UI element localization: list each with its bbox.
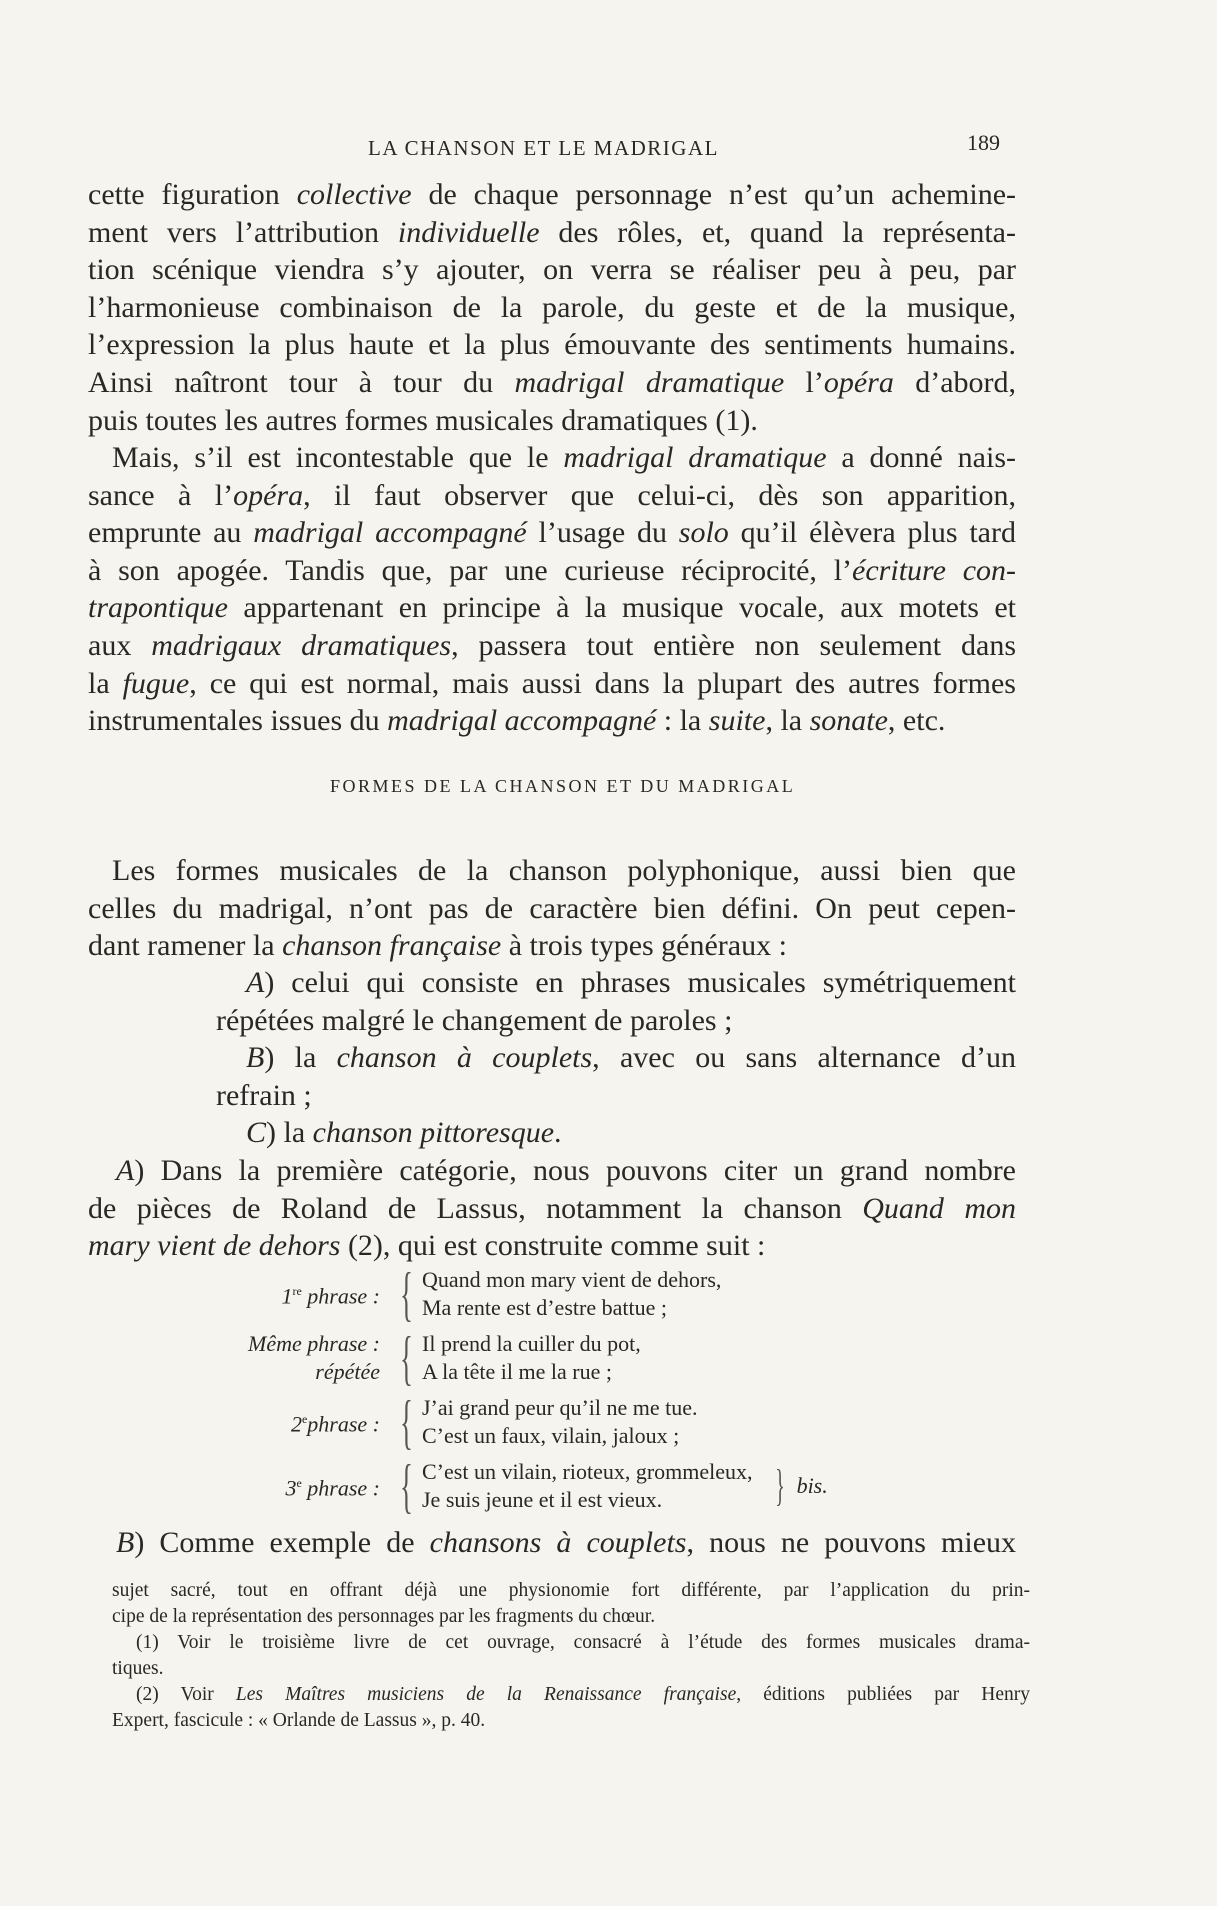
footnote-1-continuation: tiques. <box>112 1658 164 1679</box>
text-line: trapontique appartenant en principe à la musique vocale, aux motets et <box>88 591 1016 625</box>
text-line: instrumentales issues du madrigal accompagné : la suite, la sonate, etc. <box>88 704 946 738</box>
text-line: celles du madrigal, n’ont pas de caractère bien défini. On peut cepen- <box>88 891 1016 925</box>
text-line: puis toutes les autres formes musicales dramatiques (1). <box>88 403 758 437</box>
phrase-label: Même phrase : répétée <box>248 1330 380 1384</box>
running-header <box>368 130 1000 161</box>
text-line: tion scénique viendra s’y ajouter, on verra se réaliser peu à peu, par <box>88 253 1016 287</box>
text-line: A) Dans la première catégorie, nous pouvons citer un grand nombre <box>116 1154 1016 1187</box>
verse-line: Quand mon mary vient de dehors, <box>422 1266 722 1292</box>
text-line: l’expression la plus haute et la plus émouvante des sentiments humains. <box>88 328 1016 362</box>
verse-line: C’est un faux, vilain, jaloux ; <box>422 1423 680 1448</box>
page-number: 189 <box>967 130 1000 155</box>
footnote-2: (2) Voir Les Maîtres musiciens de la Renaissance française, éditions publiées par Henry <box>136 1684 1030 1705</box>
text-line: à son apogée. Tandis que, par une curieuse réciprocité, l’écriture con- <box>88 553 1016 587</box>
text-line: cette figuration collective de chaque personnage n’est qu’un achemine- <box>88 178 1016 211</box>
paragraph-2 <box>88 439 1016 740</box>
footnote-continuation: sujet sacré, tout en offrant déjà une physionomie fort différente, par l’application du prin- <box>112 1580 1030 1601</box>
forms-list <box>88 964 1016 1152</box>
text-line: B) Comme exemple de chansons à couplets, nous ne pouvons mieux <box>116 1526 1017 1559</box>
brace-icon: { <box>400 1453 414 1519</box>
paragraph-3 <box>88 852 1016 965</box>
verse-phrase-2 <box>200 1389 960 1455</box>
text-line: dant ramener la chanson française à trois types généraux : <box>88 929 787 963</box>
brace-icon: { <box>400 1325 414 1391</box>
list-item: B) la chanson à couplets, avec ou sans alternance d’un <box>246 1041 1017 1075</box>
footnote-1: (1) Voir le troisième livre de cet ouvrage, consacré à l’étude des formes musicales drama- <box>136 1632 1030 1653</box>
text-line: l’harmonieuse combinaison de la parole, du geste et de la musique, <box>88 290 1016 324</box>
text-line: de pièces de Roland de Lassus, notamment la chanson Quand mon <box>88 1191 1016 1225</box>
phrase-label: 2ephrase : <box>290 1411 380 1437</box>
phrase-label: 1re phrase : <box>281 1283 380 1309</box>
text-line: Les formes musicales de la chanson polyphonique, aussi bien que <box>112 854 1016 887</box>
text-line: mary vient de dehors (2), qui est construite comme suit : <box>88 1229 766 1263</box>
verse-line: J’ai grand peur qu’il ne me tue. <box>422 1394 698 1420</box>
list-item: C) la chanson pittoresque. <box>246 1116 562 1150</box>
verse-line: Ma rente est d’estre battue ; <box>422 1295 667 1320</box>
text-line: aux madrigaux dramatiques, passera tout entière non seulement dans <box>88 628 1016 662</box>
section-heading: FORMES DE LA CHANSON ET DU MADRIGAL <box>330 776 796 796</box>
verse-line: A la tête il me la rue ; <box>422 1359 612 1384</box>
text-line: la fugue, ce qui est normal, mais aussi dans la plupart des autres formes <box>88 666 1016 700</box>
paragraph-1 <box>88 176 1016 439</box>
list-item-continuation: répétées malgré le changement de paroles ; <box>216 1003 733 1037</box>
verse-line: Il prend la cuiller du pot, <box>422 1330 641 1356</box>
paragraph-4 <box>88 1152 1016 1265</box>
footnotes <box>112 1578 1030 1734</box>
phrase-label: 3e phrase : <box>285 1475 380 1501</box>
repeat-marker <box>769 1461 828 1510</box>
verse-line: C’est un vilain, rioteux, grommeleux, <box>422 1458 753 1484</box>
closing-brace-icon: } <box>774 1461 785 1510</box>
brace-icon: { <box>400 1261 414 1327</box>
paragraph-5 <box>88 1524 1016 1562</box>
text-line: Ainsi naîtront tour à tour du madrigal dramatique l’opéra d’abord, <box>88 365 1016 399</box>
verse-phrase-repeated <box>200 1325 960 1391</box>
header-title: LA CHANSON ET LE MADRIGAL <box>368 136 719 160</box>
text-line: sance à l’opéra, il faut observer que celui-ci, dès son apparition, <box>88 478 1016 512</box>
text-line: emprunte au madrigal accompagné l’usage du solo qu’il élèvera plus tard <box>88 516 1016 550</box>
song-structure <box>200 1261 960 1520</box>
verse-phrase-3 <box>200 1453 960 1519</box>
bis-label: bis. <box>796 1472 828 1498</box>
footnote-2-continuation: Expert, fascicule : « Orlande de Lassus », p. 40. <box>112 1710 486 1731</box>
list-item-continuation: refrain ; <box>216 1078 312 1112</box>
verse-line: Je suis jeune et il est vieux. <box>422 1487 663 1512</box>
footnote-continuation: cipe de la représentation des personnages par les fragments du chœur. <box>112 1606 656 1627</box>
text-line: Mais, s’il est incontestable que le madrigal dramatique a donné nais- <box>112 441 1016 474</box>
text-line: ment vers l’attribution individuelle des rôles, et, quand la représenta- <box>88 215 1016 249</box>
brace-icon: { <box>400 1389 414 1455</box>
list-item: A) celui qui consiste en phrases musicales symétriquement <box>246 966 1016 999</box>
verse-phrase-1 <box>200 1261 960 1327</box>
